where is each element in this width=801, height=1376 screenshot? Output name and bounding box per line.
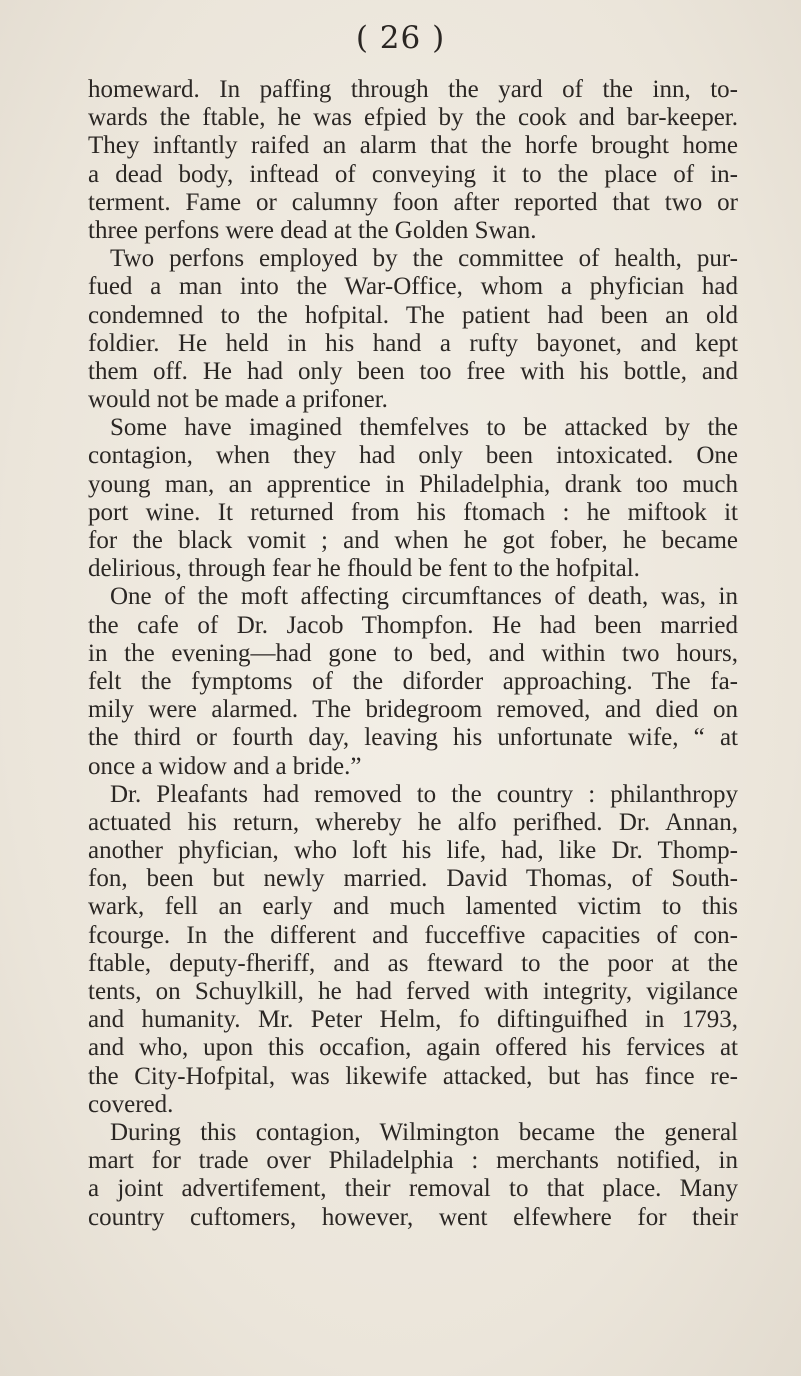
text-line: foldier. He held in his hand a rufty bayonet, and kept (88, 329, 738, 357)
text-line: wards the ftable, he was efpied by the cook and bar-keeper. (88, 104, 738, 132)
text-line: ftable, deputy-fheriff, and as fteward to the poor at the (88, 949, 738, 977)
text-line: covered. (88, 1090, 174, 1118)
text-line: them off. He had only been too free with his bottle, and (88, 357, 738, 385)
text-line: actuated his return, whereby he alfo perifhed. Dr. Annan, (88, 808, 738, 836)
text-line: a dead body, inftead of conveying it to the place of in- (88, 160, 738, 188)
text-line: the cafe of Dr. Jacob Thompfon. He had been married (88, 611, 738, 639)
text-line: homeward. In paffing through the yard of the inn, to- (88, 76, 738, 103)
text-line: Some have imagined themfelves to be attacked by the (110, 414, 738, 442)
text-line: mily were alarmed. The bridegroom removed, and died on (88, 696, 738, 724)
text-line: three perfons were dead at the Golden Swan. (88, 216, 537, 244)
text-line: condemned to the hofpital. The patient had been an old (88, 301, 738, 329)
text-line: for the black vomit ; and when he got fober, he became (88, 527, 738, 554)
text-line: once a widow and a bride.” (88, 752, 362, 780)
text-line: fued a man into the War-Office, whom a phyfician had (88, 273, 738, 301)
text-line: the third or fourth day, leaving his unfortunate wife, “ at (88, 724, 738, 752)
text-line: One of the moft affecting circumftances of death, was, in (110, 583, 738, 611)
page-number-header: ( 26 ) (355, 20, 446, 56)
text-line: fon, been but newly married. David Thomas, of South- (88, 865, 738, 893)
text-line: During this contagion, Wilmington became the general (110, 1118, 738, 1146)
text-line: country cuftomers, however, went elfewhere for their (88, 1203, 738, 1231)
text-line: and who, upon this occafion, again offered his fervices at (88, 1034, 738, 1062)
text-line: tents, on Schuylkill, he had ferved with integrity, vigilance (88, 978, 738, 1005)
text-line: and humanity. Mr. Peter Helm, fo diftinguifhed in 1793, (88, 1006, 738, 1034)
text-line: mart for trade over Philadelphia : merchants notified, in (88, 1147, 738, 1175)
text-line: in the evening—had gone to bed, and within two hours, (88, 639, 738, 667)
text-line: terment. Fame or calumny foon after reported that two or (88, 188, 738, 216)
body-text (88, 76, 738, 1232)
text-line: young man, an apprentice in Philadelphia, drank too much (88, 470, 738, 498)
text-line: wark, fell an early and much lamented victim to this (88, 893, 738, 921)
text-line: another phyfician, who loft his life, had, like Dr. Thomp- (88, 837, 738, 865)
text-line: contagion, when they had only been intoxicated. One (88, 442, 738, 470)
text-line: delirious, through fear he fhould be fent to the hofpital. (88, 555, 640, 583)
text-line: would not be made a prifoner. (88, 386, 388, 414)
text-line: the City-Hofpital, was likewife attacked, but has fince re- (88, 1062, 738, 1090)
text-line: felt the fymptoms of the diforder approaching. The fa- (88, 667, 738, 695)
text-line: Two perfons employed by the committee of health, pur- (110, 245, 738, 273)
text-line: They inftantly raifed an alarm that the horfe brought home (88, 132, 738, 160)
text-line: Dr. Pleafants had removed to the country : philanthropy (110, 780, 738, 808)
text-line: fcourge. In the different and fucceffive capacities of con- (88, 921, 738, 949)
text-line: a joint advertifement, their removal to that place. Many (88, 1175, 738, 1203)
text-line: port wine. It returned from his ftomach : he miftook it (88, 498, 738, 526)
